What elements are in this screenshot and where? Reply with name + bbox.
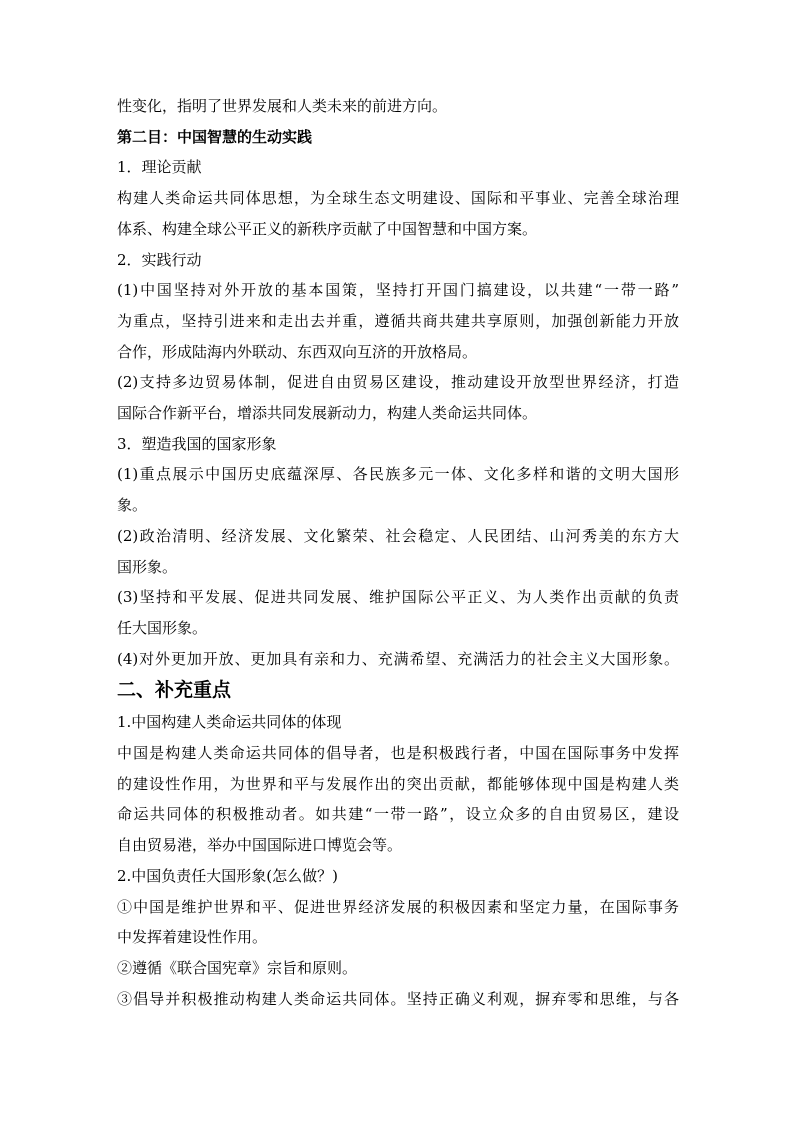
text-line: (2)政治清明、经济发展、文化繁荣、社会稳定、人民团结、山河秀美的东方大 bbox=[117, 526, 679, 545]
text-line: 命运共同体的积极推动者。如共建“一带一路”，设立众多的自由贸易区，建设 bbox=[117, 805, 679, 824]
text-line: 中发挥着建设性作用。 bbox=[117, 928, 268, 947]
text-line: 国际合作新平台，增添共同发展新动力，构建人类命运共同体。 bbox=[117, 404, 538, 423]
item-heading: 2.中国负责任大国形象(怎么做？) bbox=[117, 866, 339, 885]
text-line: (1)中国坚持对外开放的基本国策，坚持打开国门搞建设，以共建“一带一路” bbox=[117, 281, 679, 300]
text-line: 中国是构建人类命运共同体的倡导者，也是积极践行者，中国在国际事务中发挥 bbox=[117, 744, 679, 763]
text-line: (4)对外更加开放、更加具有亲和力、充满希望、充满活力的社会主义大国形象。 bbox=[117, 649, 679, 668]
text-line: 国形象。 bbox=[117, 557, 178, 576]
text-line: 象。 bbox=[117, 496, 148, 515]
text-line: 任大国形象。 bbox=[117, 618, 208, 637]
text-line: ③倡导并积极推动构建人类命运共同体。坚持正确义利观，摒弃零和思维，与各 bbox=[117, 989, 679, 1008]
text-line: (3)坚持和平发展、促进共同发展、维护国际公平正义、为人类作出贡献的负责 bbox=[117, 588, 679, 607]
subsection-title: 第二目：中国智慧的生动实践 bbox=[117, 127, 313, 146]
item-heading: 1.中国构建人类命运共同体的体现 bbox=[117, 713, 342, 732]
item-heading: 3．塑造我国的国家形象 bbox=[117, 434, 277, 453]
document-page bbox=[117, 91, 679, 1014]
item-heading: 1．理论贡献 bbox=[117, 158, 202, 177]
text-line: 自由贸易港，举办中国国际进口博览会等。 bbox=[117, 836, 403, 855]
text-line: (2)支持多边贸易体制，促进自由贸易区建设，推动建设开放型世界经济，打造 bbox=[117, 373, 679, 392]
text-line: 为重点，坚持引进来和走出去并重，遵循共商共建共享原则，加强创新能力开放 bbox=[117, 311, 679, 330]
item-heading: 2．实践行动 bbox=[117, 250, 202, 269]
text-line: 体系、构建全球公平正义的新秩序贡献了中国智慧和中国方案。 bbox=[117, 219, 538, 238]
text-line: ①中国是维护世界和平、促进世界经济发展的积极因素和坚定力量，在国际事务 bbox=[117, 897, 679, 916]
text-line: ②遵循《联合国宪章》宗旨和原则。 bbox=[117, 958, 358, 977]
text-line: 性变化，指明了世界发展和人类未来的前进方向。 bbox=[117, 97, 448, 115]
text-line: 的建设性作用，为世界和平与发展作出的突出贡献，都能够体现中国是构建人类 bbox=[117, 774, 679, 793]
text-line: (1)重点展示中国历史底蕴深厚、各民族多元一体、文化多样和谐的文明大国形 bbox=[117, 465, 679, 484]
text-line: 构建人类命运共同体思想，为全球生态文明建设、国际和平事业、完善全球治理 bbox=[117, 189, 679, 208]
section-heading: 二、补充重点 bbox=[117, 679, 232, 702]
text-line: 合作，形成陆海内外联动、东西双向互济的开放格局。 bbox=[117, 342, 478, 361]
